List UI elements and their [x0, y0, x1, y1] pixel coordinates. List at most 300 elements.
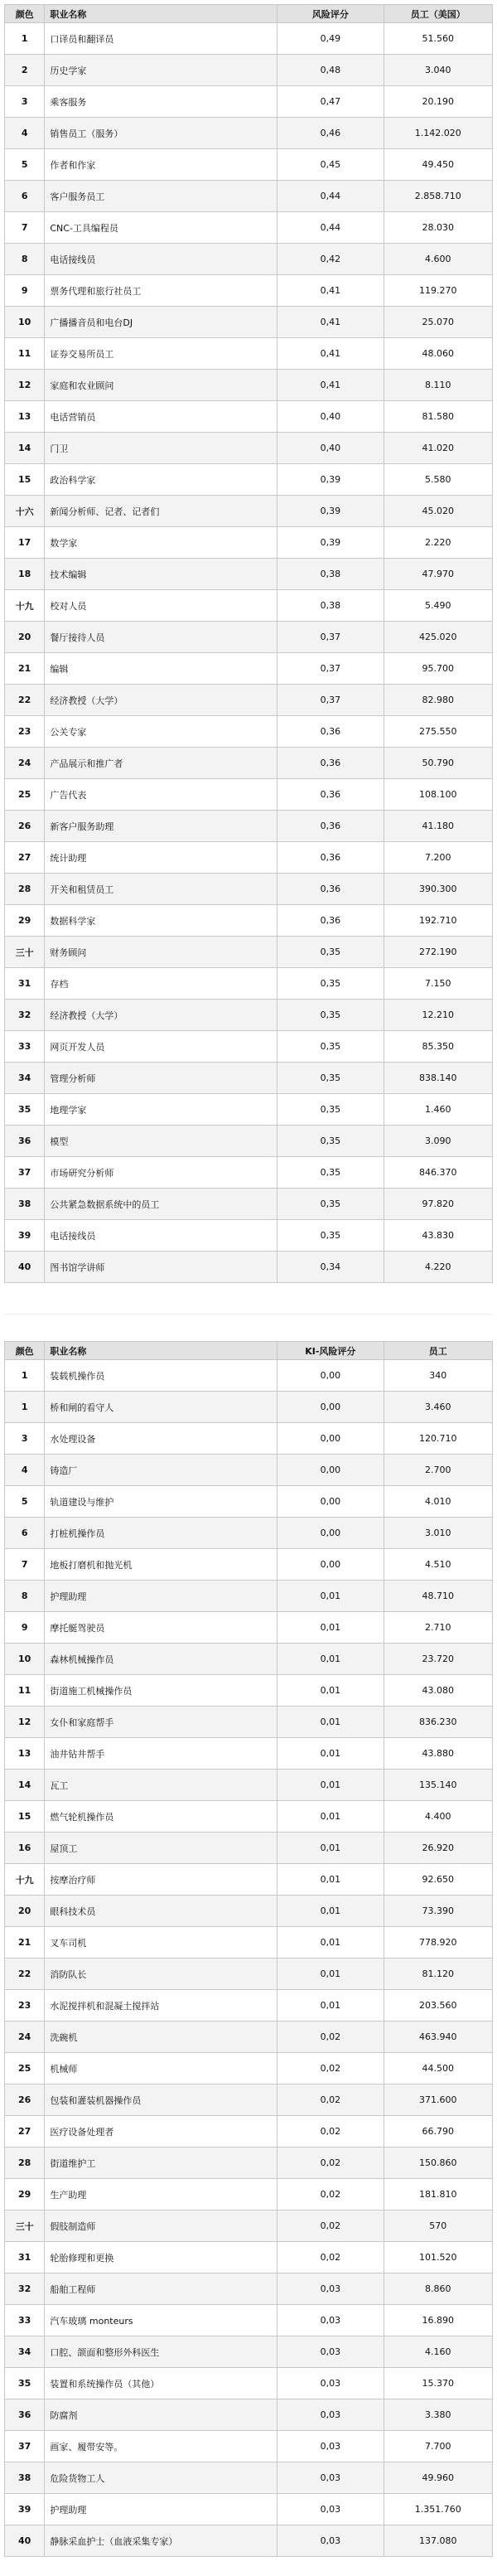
cell-employees: 82.980 — [384, 685, 493, 716]
table-row — [5, 1864, 493, 1896]
cell-rank: 28 — [5, 2147, 45, 2179]
table-row — [5, 1549, 493, 1581]
cell-rank: 40 — [5, 1252, 45, 1283]
cell-occupation: 屋顶工 — [45, 1833, 277, 1864]
cell-rank: 17 — [5, 527, 45, 559]
cell-rank: 6 — [5, 181, 45, 212]
cell-occupation: 装置和系统操作员（其他） — [45, 2368, 277, 2399]
cell-rank: 20 — [5, 622, 45, 653]
cell-rank: 3 — [5, 1423, 45, 1455]
table-row — [5, 244, 493, 275]
cell-rank: 21 — [5, 1927, 45, 1959]
cell-employees: 44.500 — [384, 2053, 493, 2085]
cell-risk-score: 0,01 — [277, 1990, 384, 2022]
table-row — [5, 2053, 493, 2085]
cell-rank: 20 — [5, 1896, 45, 1927]
cell-risk-score: 0,03 — [277, 2273, 384, 2305]
cell-risk-score: 0,02 — [277, 2210, 384, 2242]
cell-rank: 34 — [5, 2336, 45, 2368]
cell-risk-score: 0,40 — [277, 433, 384, 464]
cell-rank: 三十 — [5, 937, 45, 968]
cell-employees: 1.460 — [384, 1094, 493, 1126]
cell-occupation: 摩托艇驾驶员 — [45, 1612, 277, 1644]
cell-rank: 23 — [5, 716, 45, 748]
cell-rank: 8 — [5, 1581, 45, 1612]
cell-rank: 29 — [5, 2179, 45, 2210]
cell-risk-score: 0,42 — [277, 244, 384, 275]
cell-rank: 25 — [5, 779, 45, 811]
cell-rank: 38 — [5, 2462, 45, 2494]
table-row — [5, 2273, 493, 2305]
cell-rank: 10 — [5, 307, 45, 338]
cell-employees: 371.600 — [384, 2085, 493, 2116]
cell-risk-score: 0,36 — [277, 842, 384, 874]
cell-occupation: 女仆和家庭帮手 — [45, 1707, 277, 1738]
cell-risk-score: 0,35 — [277, 1000, 384, 1031]
cell-employees: 66.790 — [384, 2116, 493, 2147]
cell-risk-score: 0,01 — [277, 1612, 384, 1644]
cell-occupation: 财务顾问 — [45, 937, 277, 968]
cell-risk-score: 0,35 — [277, 1220, 384, 1252]
cell-rank: 28 — [5, 874, 45, 905]
cell-occupation: 模型 — [45, 1126, 277, 1157]
cell-risk-score: 0,48 — [277, 55, 384, 86]
cell-employees: 4.220 — [384, 1252, 493, 1283]
cell-rank: 5 — [5, 149, 45, 181]
cell-rank: 38 — [5, 1189, 45, 1220]
table-row — [5, 779, 493, 811]
cell-occupation: CNC-工具编程员 — [45, 212, 277, 244]
table-row — [5, 1063, 493, 1094]
cell-occupation: 作者和作家 — [45, 149, 277, 181]
table-row — [5, 937, 493, 968]
cell-occupation: 证券交易所员工 — [45, 338, 277, 370]
cell-occupation: 护理助理 — [45, 2494, 277, 2525]
cell-employees: 463.940 — [384, 2022, 493, 2053]
cell-employees: 108.100 — [384, 779, 493, 811]
table-row — [5, 685, 493, 716]
cell-rank: 13 — [5, 401, 45, 433]
table-row — [5, 2494, 493, 2525]
cell-risk-score: 0,46 — [277, 118, 384, 149]
cell-occupation: 广播播音员和电台DJ — [45, 307, 277, 338]
cell-occupation: 按摩治疗师 — [45, 1864, 277, 1896]
cell-employees: 119.270 — [384, 275, 493, 307]
cell-occupation: 船舶工程师 — [45, 2273, 277, 2305]
cell-rank: 26 — [5, 2085, 45, 2116]
cell-occupation: 家庭和农业顾问 — [45, 370, 277, 401]
cell-risk-score: 0,36 — [277, 811, 384, 842]
cell-rank: 23 — [5, 1990, 45, 2022]
cell-risk-score: 0,00 — [277, 1423, 384, 1455]
cell-rank: 15 — [5, 464, 45, 496]
table-row — [5, 1801, 493, 1833]
table-row — [5, 527, 493, 559]
cell-risk-score: 0,02 — [277, 2022, 384, 2053]
table-row — [5, 968, 493, 1000]
cell-employees: 25.070 — [384, 307, 493, 338]
cell-risk-score: 0,01 — [277, 1644, 384, 1675]
cell-occupation: 图书馆学讲师 — [45, 1252, 277, 1283]
table-row — [5, 1157, 493, 1189]
cell-rank: 27 — [5, 2116, 45, 2147]
cell-risk-score: 0,35 — [277, 968, 384, 1000]
cell-rank: 26 — [5, 811, 45, 842]
cell-rank: 37 — [5, 1157, 45, 1189]
cell-occupation: 统计助理 — [45, 842, 277, 874]
cell-risk-score: 0,01 — [277, 1896, 384, 1927]
cell-risk-score: 0,03 — [277, 2368, 384, 2399]
table-row — [5, 86, 493, 118]
table-row — [5, 212, 493, 244]
table-row — [5, 842, 493, 874]
cell-rank: 11 — [5, 338, 45, 370]
cell-risk-score: 0,01 — [277, 1801, 384, 1833]
cell-employees: 48.060 — [384, 338, 493, 370]
cell-occupation: 护理助理 — [45, 1581, 277, 1612]
cell-rank: 32 — [5, 2273, 45, 2305]
cell-employees: 778.920 — [384, 1927, 493, 1959]
cell-occupation: 存档 — [45, 968, 277, 1000]
cell-risk-score: 0,03 — [277, 2431, 384, 2462]
table-row — [5, 1423, 493, 1455]
cell-risk-score: 0,36 — [277, 716, 384, 748]
cell-risk-score: 0,02 — [277, 2179, 384, 2210]
table-row — [5, 55, 493, 86]
cell-employees: 150.860 — [384, 2147, 493, 2179]
cell-rank: 7 — [5, 212, 45, 244]
cell-occupation: 防腐剂 — [45, 2399, 277, 2431]
cell-risk-score: 0,38 — [277, 559, 384, 590]
cell-employees: 838.140 — [384, 1063, 493, 1094]
cell-employees: 4.600 — [384, 244, 493, 275]
cell-rank: 36 — [5, 1126, 45, 1157]
cell-risk-score: 0,01 — [277, 1833, 384, 1864]
cell-employees: 16.890 — [384, 2305, 493, 2336]
cell-occupation: 危险货物工人 — [45, 2462, 277, 2494]
cell-rank: 35 — [5, 1094, 45, 1126]
table-row — [5, 370, 493, 401]
cell-rank: 21 — [5, 653, 45, 685]
cell-risk-score: 0,36 — [277, 748, 384, 779]
cell-employees: 8.110 — [384, 370, 493, 401]
cell-risk-score: 0,38 — [277, 590, 384, 622]
cell-rank: 40 — [5, 2525, 45, 2557]
cell-occupation: 假肢制造师 — [45, 2210, 277, 2242]
cell-rank: 三十 — [5, 2210, 45, 2242]
column-header-risk-score: KI-风险评分 — [277, 1342, 384, 1360]
cell-employees: 81.120 — [384, 1959, 493, 1990]
cell-rank: 5 — [5, 1486, 45, 1518]
cell-occupation: 市场研究分析师 — [45, 1157, 277, 1189]
cell-occupation: 汽车玻璃 monteurs — [45, 2305, 277, 2336]
cell-rank: 十六 — [5, 496, 45, 527]
cell-rank: 36 — [5, 2399, 45, 2431]
table-row — [5, 307, 493, 338]
cell-occupation: 打桩机操作员 — [45, 1518, 277, 1549]
column-header-employees: 员工（美国） — [384, 5, 493, 23]
cell-rank: 9 — [5, 275, 45, 307]
cell-employees: 92.650 — [384, 1864, 493, 1896]
cell-employees: 425.020 — [384, 622, 493, 653]
cell-occupation: 生产助理 — [45, 2179, 277, 2210]
cell-occupation: 画家、履带安等。 — [45, 2431, 277, 2462]
cell-rank: 33 — [5, 1031, 45, 1063]
cell-occupation: 经济教授（大学） — [45, 685, 277, 716]
table-row — [5, 1770, 493, 1801]
cell-risk-score: 0,03 — [277, 2305, 384, 2336]
table-row — [5, 2462, 493, 2494]
cell-occupation: 编辑 — [45, 653, 277, 685]
table-row — [5, 1000, 493, 1031]
cell-rank: 12 — [5, 1707, 45, 1738]
cell-risk-score: 0,03 — [277, 2494, 384, 2525]
cell-rank: 24 — [5, 748, 45, 779]
column-header-rank: 颜色 — [5, 5, 45, 23]
table-row — [5, 401, 493, 433]
cell-risk-score: 0,02 — [277, 2147, 384, 2179]
cell-employees: 49.450 — [384, 149, 493, 181]
cell-employees: 5.490 — [384, 590, 493, 622]
cell-employees: 7.700 — [384, 2431, 493, 2462]
cell-risk-score: 0,41 — [277, 307, 384, 338]
cell-employees: 81.580 — [384, 401, 493, 433]
cell-occupation: 技术编辑 — [45, 559, 277, 590]
cell-risk-score: 0,37 — [277, 653, 384, 685]
cell-occupation: 森林机械操作员 — [45, 1644, 277, 1675]
cell-occupation: 静脉采血护士（血液采集专家） — [45, 2525, 277, 2557]
cell-employees: 137.080 — [384, 2525, 493, 2557]
table-row — [5, 1896, 493, 1927]
cell-employees: 26.920 — [384, 1833, 493, 1864]
cell-rank: 4 — [5, 118, 45, 149]
cell-occupation: 医疗设备处理者 — [45, 2116, 277, 2147]
cell-occupation: 轨道建设与维护 — [45, 1486, 277, 1518]
cell-employees: 2.700 — [384, 1455, 493, 1486]
cell-occupation: 公共紧急数据系统中的员工 — [45, 1189, 277, 1220]
cell-risk-score: 0,00 — [277, 1486, 384, 1518]
table-row — [5, 2305, 493, 2336]
cell-rank: 十九 — [5, 1864, 45, 1896]
cell-risk-score: 0,03 — [277, 2336, 384, 2368]
cell-occupation: 装载机操作员 — [45, 1360, 277, 1392]
cell-employees: 95.700 — [384, 653, 493, 685]
cell-risk-score: 0,41 — [277, 370, 384, 401]
cell-rank: 11 — [5, 1675, 45, 1707]
cell-employees: 4.160 — [384, 2336, 493, 2368]
cell-risk-score: 0,36 — [277, 905, 384, 937]
cell-risk-score: 0,01 — [277, 1707, 384, 1738]
cell-risk-score: 0,02 — [277, 2116, 384, 2147]
table-row — [5, 464, 493, 496]
table-row — [5, 1927, 493, 1959]
table-row — [5, 1486, 493, 1518]
cell-employees: 275.550 — [384, 716, 493, 748]
cell-employees: 49.960 — [384, 2462, 493, 2494]
cell-occupation: 开关和租赁员工 — [45, 874, 277, 905]
cell-rank: 10 — [5, 1644, 45, 1675]
cell-employees: 7.150 — [384, 968, 493, 1000]
cell-occupation: 水泥搅拌机和混凝土搅拌站 — [45, 1990, 277, 2022]
table-row — [5, 1455, 493, 1486]
cell-risk-score: 0,49 — [277, 23, 384, 55]
cell-risk-score: 0,01 — [277, 1927, 384, 1959]
table-row — [5, 1518, 493, 1549]
cell-employees: 3.040 — [384, 55, 493, 86]
table-row — [5, 433, 493, 464]
cell-employees: 3.380 — [384, 2399, 493, 2431]
cell-employees: 1.142.020 — [384, 118, 493, 149]
cell-occupation: 水处理设备 — [45, 1423, 277, 1455]
cell-employees: 85.350 — [384, 1031, 493, 1063]
table-row — [5, 559, 493, 590]
cell-occupation: 油井钻井帮手 — [45, 1738, 277, 1770]
cell-employees: 2.710 — [384, 1612, 493, 1644]
cell-occupation: 数学家 — [45, 527, 277, 559]
cell-employees: 12.210 — [384, 1000, 493, 1031]
cell-risk-score: 0,39 — [277, 496, 384, 527]
cell-rank: 14 — [5, 1770, 45, 1801]
cell-rank: 22 — [5, 1959, 45, 1990]
table-row — [5, 2525, 493, 2557]
cell-employees: 8.860 — [384, 2273, 493, 2305]
cell-risk-score: 0,00 — [277, 1518, 384, 1549]
cell-occupation: 地理学家 — [45, 1094, 277, 1126]
cell-employees: 15.370 — [384, 2368, 493, 2399]
table-header-row — [5, 1342, 493, 1360]
cell-risk-score: 0,00 — [277, 1360, 384, 1392]
table-row — [5, 905, 493, 937]
cell-occupation: 客户服务员工 — [45, 181, 277, 212]
table-row — [5, 181, 493, 212]
cell-employees: 5.580 — [384, 464, 493, 496]
cell-rank: 4 — [5, 1455, 45, 1486]
cell-risk-score: 0,00 — [277, 1549, 384, 1581]
cell-employees: 4.400 — [384, 1801, 493, 1833]
cell-occupation: 电话接线员 — [45, 1220, 277, 1252]
cell-employees: 4.510 — [384, 1549, 493, 1581]
cell-occupation: 餐厅接待人员 — [45, 622, 277, 653]
column-header-employees: 员工 — [384, 1342, 493, 1360]
cell-risk-score: 0,37 — [277, 622, 384, 653]
table-row — [5, 1833, 493, 1864]
cell-employees: 45.020 — [384, 496, 493, 527]
cell-occupation: 眼科技术员 — [45, 1896, 277, 1927]
cell-risk-score: 0,02 — [277, 2085, 384, 2116]
cell-employees: 51.560 — [384, 23, 493, 55]
cell-rank: 39 — [5, 2494, 45, 2525]
cell-employees: 43.830 — [384, 1220, 493, 1252]
cell-employees: 135.140 — [384, 1770, 493, 1801]
cell-risk-score: 0,01 — [277, 1959, 384, 1990]
cell-risk-score: 0,01 — [277, 1864, 384, 1896]
table-row — [5, 1094, 493, 1126]
table-ai-risk-lowest — [4, 1341, 493, 2557]
table-row — [5, 2242, 493, 2273]
cell-occupation: 机械师 — [45, 2053, 277, 2085]
cell-risk-score: 0,35 — [277, 1126, 384, 1157]
cell-risk-score: 0,00 — [277, 1392, 384, 1423]
cell-occupation: 销售员工（服务） — [45, 118, 277, 149]
cell-risk-score: 0,47 — [277, 86, 384, 118]
cell-rank: 1 — [5, 1392, 45, 1423]
table-row — [5, 149, 493, 181]
cell-occupation: 瓦工 — [45, 1770, 277, 1801]
cell-risk-score: 0,36 — [277, 874, 384, 905]
table-row — [5, 2085, 493, 2116]
column-header-risk-score: 风险评分 — [277, 5, 384, 23]
cell-occupation: 口译员和翻译员 — [45, 23, 277, 55]
table-row — [5, 2210, 493, 2242]
cell-employees: 97.820 — [384, 1189, 493, 1220]
cell-employees: 2.220 — [384, 527, 493, 559]
cell-employees: 192.710 — [384, 905, 493, 937]
cell-employees: 836.230 — [384, 1707, 493, 1738]
cell-risk-score: 0,35 — [277, 1031, 384, 1063]
table-row — [5, 1644, 493, 1675]
table-row — [5, 2147, 493, 2179]
cell-occupation: 数据科学家 — [45, 905, 277, 937]
cell-rank: 9 — [5, 1612, 45, 1644]
cell-occupation: 地板打磨机和抛光机 — [45, 1549, 277, 1581]
cell-rank: 15 — [5, 1801, 45, 1833]
cell-employees: 73.390 — [384, 1896, 493, 1927]
column-header-rank: 颜色 — [5, 1342, 45, 1360]
cell-occupation: 管理分析师 — [45, 1063, 277, 1094]
cell-risk-score: 0,35 — [277, 937, 384, 968]
cell-employees: 43.880 — [384, 1738, 493, 1770]
cell-risk-score: 0,00 — [277, 1455, 384, 1486]
cell-risk-score: 0,02 — [277, 2242, 384, 2273]
table-row — [5, 748, 493, 779]
cell-rank: 1 — [5, 23, 45, 55]
column-header-occupation: 职业名称 — [45, 5, 277, 23]
table-row — [5, 1220, 493, 1252]
cell-rank: 33 — [5, 2305, 45, 2336]
cell-occupation: 产品展示和推广者 — [45, 748, 277, 779]
cell-risk-score: 0,36 — [277, 779, 384, 811]
cell-rank: 25 — [5, 2053, 45, 2085]
cell-employees: 101.520 — [384, 2242, 493, 2273]
cell-occupation: 消防队长 — [45, 1959, 277, 1990]
cell-rank: 6 — [5, 1518, 45, 1549]
cell-employees: 120.710 — [384, 1423, 493, 1455]
cell-risk-score: 0,03 — [277, 2525, 384, 2557]
cell-occupation: 校对人员 — [45, 590, 277, 622]
cell-rank: 24 — [5, 2022, 45, 2053]
table-row — [5, 1581, 493, 1612]
cell-risk-score: 0,44 — [277, 181, 384, 212]
table-row — [5, 496, 493, 527]
table-row — [5, 1675, 493, 1707]
cell-risk-score: 0,35 — [277, 1063, 384, 1094]
cell-risk-score: 0,01 — [277, 1581, 384, 1612]
table-row — [5, 2399, 493, 2431]
table-row — [5, 2368, 493, 2399]
cell-risk-score: 0,02 — [277, 2053, 384, 2085]
cell-employees: 3.460 — [384, 1392, 493, 1423]
cell-risk-score: 0,35 — [277, 1157, 384, 1189]
cell-rank: 31 — [5, 968, 45, 1000]
cell-occupation: 桥和闸的看守人 — [45, 1392, 277, 1423]
cell-occupation: 口腔、颌面和整形外科医生 — [45, 2336, 277, 2368]
cell-risk-score: 0,40 — [277, 401, 384, 433]
table-row — [5, 1959, 493, 1990]
cell-occupation: 电话营销员 — [45, 401, 277, 433]
cell-rank: 13 — [5, 1738, 45, 1770]
cell-employees: 7.200 — [384, 842, 493, 874]
cell-rank: 18 — [5, 559, 45, 590]
